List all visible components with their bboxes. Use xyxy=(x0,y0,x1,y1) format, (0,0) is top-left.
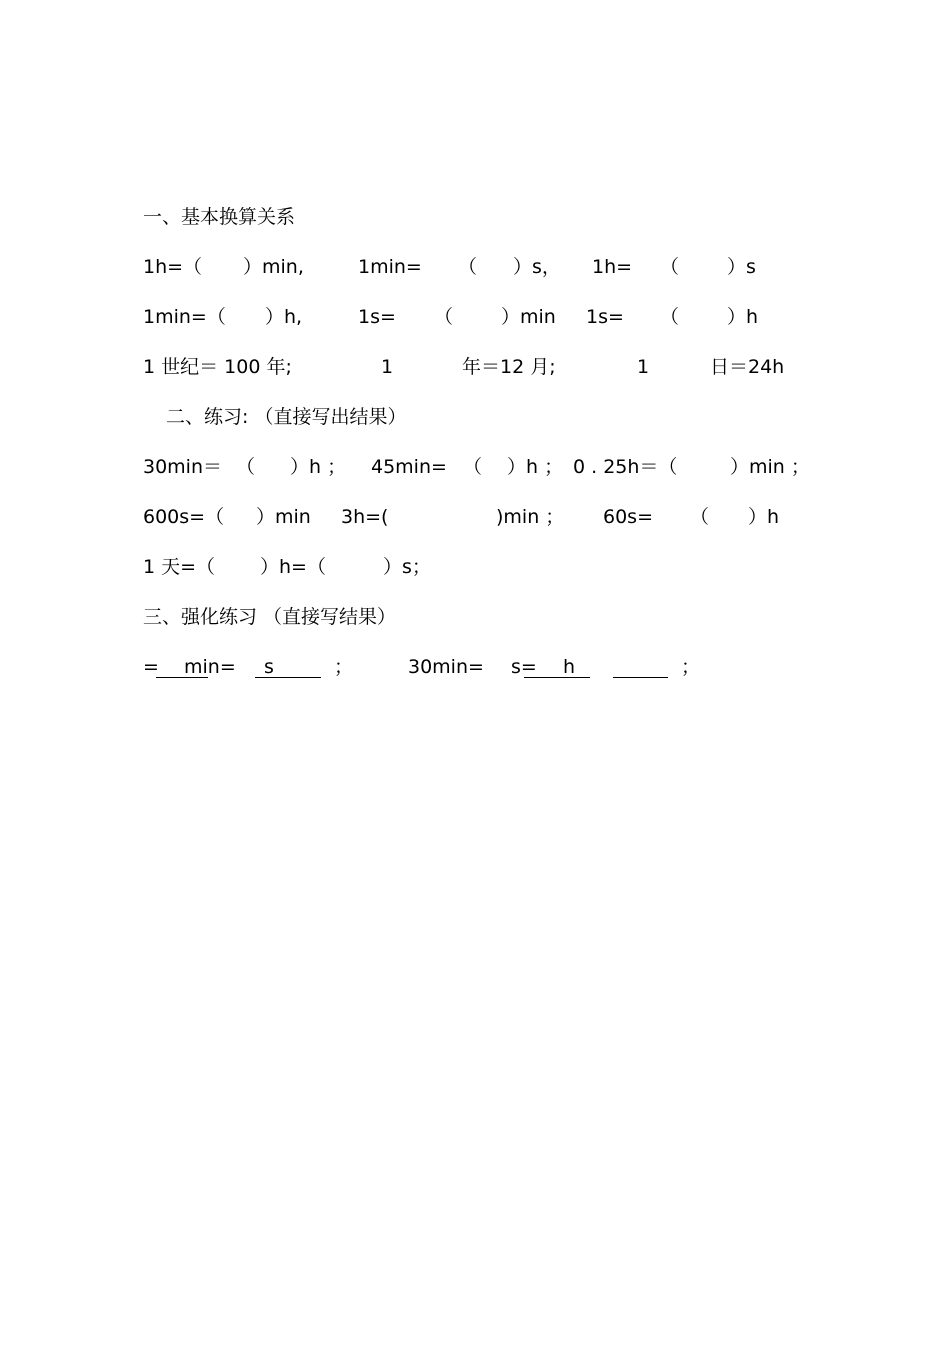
text-paren-open: （ xyxy=(458,256,478,278)
text-025h-eq: 0 . 25h＝（ xyxy=(573,456,678,478)
text-60s-eq: 60s= xyxy=(603,506,653,528)
text-h: h xyxy=(563,656,576,678)
text-century: 1 世纪＝ 100 年; xyxy=(143,356,292,378)
text-paren-open: （ xyxy=(463,456,483,478)
section1-row3 xyxy=(0,352,950,382)
text-paren-open: （ xyxy=(690,506,710,528)
section3-heading: 三、强化练习 （直接写结果） xyxy=(143,606,397,628)
text-1s-eq: 1s= xyxy=(586,306,624,328)
text-paren-open: （ xyxy=(236,456,256,478)
section3-heading-line xyxy=(0,602,950,632)
text-h-close: ）h ； xyxy=(290,456,347,478)
text-1min-open: 1min=（ xyxy=(143,306,226,328)
section2-row3 xyxy=(0,552,950,582)
text-1s-eq: 1s= xyxy=(358,306,396,328)
text-day-hours: 日＝24h xyxy=(710,356,785,378)
text-1h-open: 1h=（ xyxy=(143,256,203,278)
text-1min-eq: 1min= xyxy=(358,256,422,278)
text-one: 1 xyxy=(381,356,394,378)
text-s: s xyxy=(264,656,274,678)
text-s-close: ）s xyxy=(727,256,756,278)
text-s-eq: s= xyxy=(511,656,537,678)
text-min-eq: min= xyxy=(184,656,236,678)
section2-row1 xyxy=(0,452,950,482)
text-year-months: 年＝12 月; xyxy=(462,356,556,378)
text-h-eq-open: ）h=（ xyxy=(260,556,326,578)
text-min-close: )min ； xyxy=(496,506,565,528)
text-30min-eq: 30min＝ xyxy=(143,456,223,478)
section2-row2 xyxy=(0,502,950,532)
text-h-close: ）h, xyxy=(265,306,303,328)
text-min-close: ）min xyxy=(501,306,556,328)
blank-underline xyxy=(524,677,590,678)
text-one: 1 xyxy=(637,356,650,378)
text-semicolon: ； xyxy=(334,656,354,678)
text-h-close: ）h xyxy=(748,506,780,528)
section2-heading-line xyxy=(0,402,950,432)
text-600s-open: 600s=（ xyxy=(143,506,225,528)
text-s-close: ）s， xyxy=(513,256,561,278)
text-paren-open: （ xyxy=(660,256,680,278)
section1-row2 xyxy=(0,302,950,332)
text-h-close: ）h ； xyxy=(507,456,564,478)
text-min-close: ）min xyxy=(256,506,311,528)
section1-heading-line xyxy=(0,202,950,232)
text-30min-eq: 30min= xyxy=(408,656,484,678)
section3-row1 xyxy=(0,652,950,682)
blank-underline xyxy=(613,677,668,678)
text-paren-open: （ xyxy=(434,306,454,328)
text-45min-eq: 45min= xyxy=(371,456,447,478)
section1-row1 xyxy=(0,252,950,282)
text-h-close: ）h xyxy=(727,306,759,328)
text-1day-open: 1 天=（ xyxy=(143,556,216,578)
text-paren-open: （ xyxy=(660,306,680,328)
section2-heading: 二、练习: （直接写出结果） xyxy=(166,406,407,428)
text-equals: = xyxy=(143,656,159,678)
text-s-close: ）s； xyxy=(383,556,431,578)
text-3h-open: 3h=( xyxy=(341,506,389,528)
text-min-close: ）min, xyxy=(243,256,304,278)
text-min-close: ）min ； xyxy=(730,456,810,478)
text-semicolon: ； xyxy=(681,656,701,678)
section1-heading: 一、基本换算关系 xyxy=(143,206,296,228)
text-1h-eq: 1h= xyxy=(592,256,633,278)
